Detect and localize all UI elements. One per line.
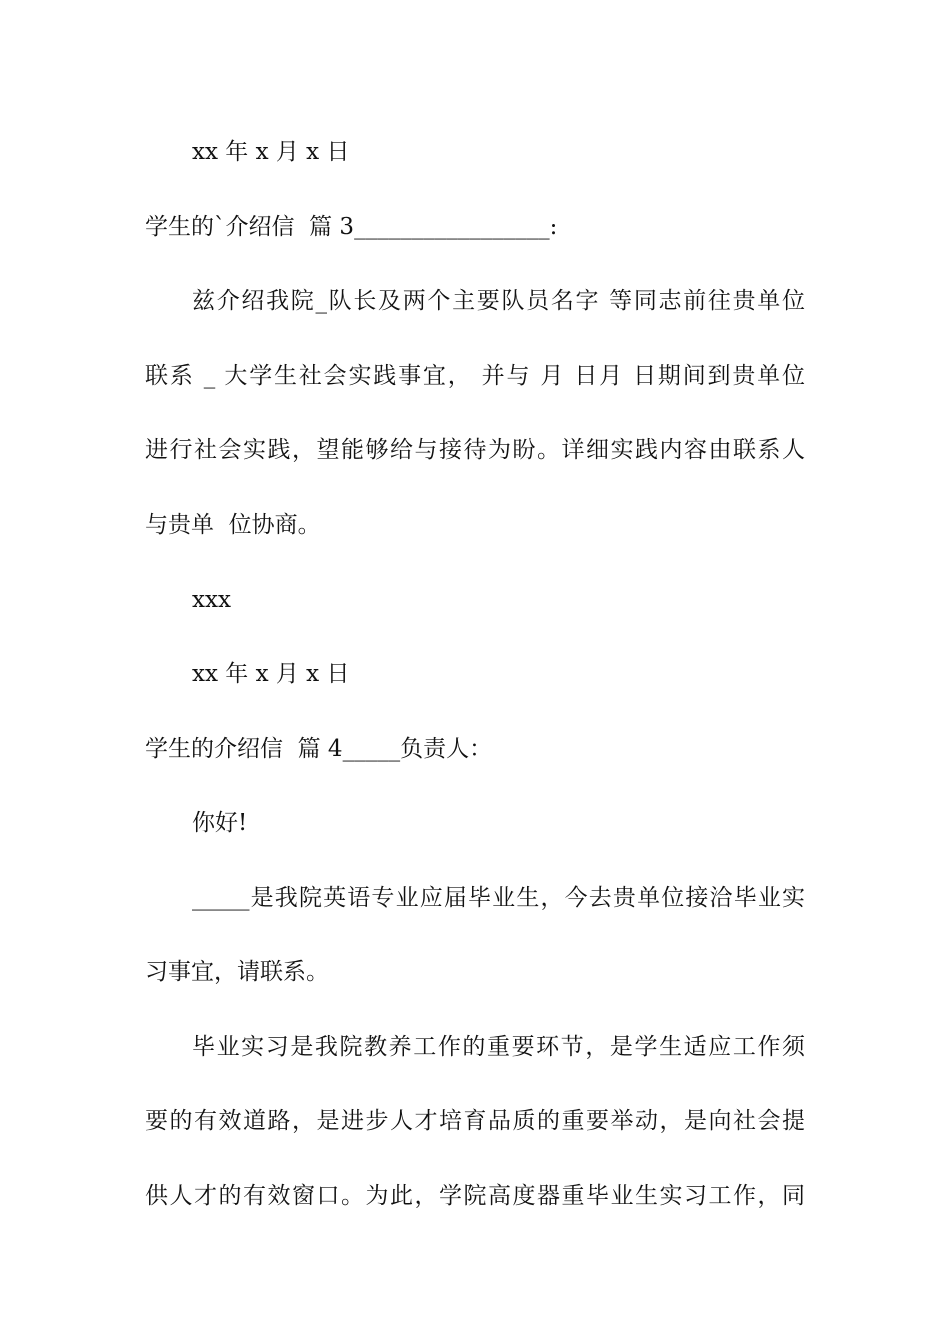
paragraph-line: 兹介绍我院_队长及两个主要队员名字 等同志前往贵单位 [192,288,805,314]
paragraph-line: 与贵单 位协商。 [145,512,321,538]
paragraph-line: 要的有效道路，是进步人才培育品质的重要举动，是向社会提 [145,1108,805,1134]
paragraph-line: 习事宜，请联系。 [145,959,329,985]
paragraph-line: _____是我院英语专业应届毕业生，今去贵单位接洽毕业实 [192,885,805,911]
paragraph-line: 供人才的有效窗口。为此，学院高度器重毕业生实习工作，同 [145,1183,805,1209]
letter-3-heading: 学生的`介绍信 篇 3_________________: [145,214,558,240]
date-line-1: xx 年 x 月 x 日 [192,139,350,165]
greeting-line: 你好! [192,810,248,836]
paragraph-line: 进行社会实践，望能够给与接待为盼。详细实践内容由联系人 [145,437,805,463]
paragraph-line: 联系 _ 大学生社会实践事宜， 并与 月 日月 日期间到贵单位 [145,363,805,389]
signature-line: xxx [192,587,231,613]
letter-4-heading: 学生的介绍信 篇 4_____负责人： [145,736,493,762]
date-line-2: xx 年 x 月 x 日 [192,661,350,687]
paragraph-line: 毕业实习是我院教养工作的重要环节，是学生适应工作须 [192,1034,805,1060]
